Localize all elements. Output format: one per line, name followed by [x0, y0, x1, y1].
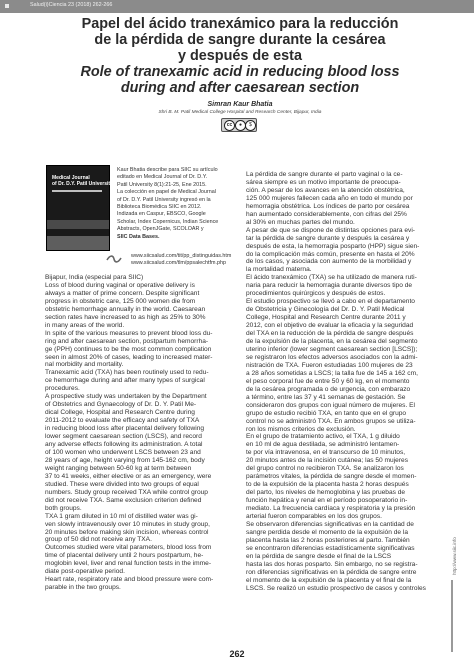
body-line: 125 000 mujeres fallecen cada año en todo el mundo por — [246, 194, 413, 202]
body-line: después de esta, la hemorragia posparto (HPP) sigue sien- — [246, 242, 420, 250]
side-url-link[interactable]: http://www.siic.info — [452, 537, 457, 575]
page-number: 262 — [229, 649, 245, 659]
body-line: han aumentado considerablemente, con cifras del 25% — [246, 210, 407, 218]
journal-cover-image — [46, 165, 113, 251]
body-line: se encontraron diferencias estadísticamente significativas — [246, 544, 415, 552]
note-line: La colección en papel de Medical Journal — [117, 189, 216, 196]
body-line: parable in the two groups. — [45, 584, 121, 592]
note-line: editado en Medical Journal of Dr. D.Y. — [117, 174, 208, 181]
body-line: did not receive TXA. Same exclusion criterion defined — [45, 496, 202, 504]
noncommercial-icon: $ — [245, 120, 256, 131]
body-line: of 100 women who underwent LSCS between 23 and — [45, 448, 201, 456]
body-line: en 10 ml de agua destilada, se administró lentamen- — [246, 441, 400, 449]
body-line: El ácido tranexámico (TXA) se ha utilizado de manera ruti- — [246, 274, 417, 282]
body-line: ge (PPH) continues to be the most common complication — [45, 345, 212, 353]
title-es-line: Papel del ácido tranexámico para la reducción — [81, 16, 399, 32]
body-line: de Obstetricia y Ginecología del Dr. D. Y. Patil Medical — [246, 306, 405, 314]
body-line: sangre perdida desde el momento de la expulsión de la — [246, 528, 409, 536]
body-line: In spite of the various measures to prevent blood loss du- — [45, 329, 213, 337]
body-line: progress in obstetric care, 125 000 women die from — [45, 297, 196, 305]
cover-stripe — [47, 220, 109, 229]
body-line: uterino inferior (lower segment caesarean section [LSCS]); — [246, 345, 418, 353]
body-line: 2011-2012 to evaluate the efficacy and safety of TXA — [45, 417, 200, 425]
note-line: SIIC Data Bases. — [117, 233, 160, 240]
title-spanish — [40, 16, 440, 64]
body-line: ron diferencias significativas en la pérdida de sangre entre — [246, 568, 417, 576]
body-line: Bijapur, India (especial para SIIC) — [45, 274, 144, 281]
article-links — [124, 253, 231, 267]
title-es-line: de la pérdida de sangre durante la cesárea — [94, 32, 386, 48]
body-line: consideraron dos grupos con igual número de mujeres. El — [246, 401, 415, 409]
cc-icon: cc — [224, 120, 235, 131]
body-line: A pesar de que se dispone de distintas opciones para evi- — [246, 226, 415, 234]
body-line: A prospective study was undertaken by the Department — [45, 393, 207, 401]
body-line: section rates have increased to as high as 25% to 30% — [45, 313, 206, 321]
body-line: parámetros vitales, la pérdida de sangre desde el momen- — [246, 473, 417, 481]
article-source-note — [117, 167, 227, 241]
creative-commons-license-icon[interactable] — [221, 118, 257, 132]
author-affiliation: Shri B. M. Patil Medical College Hospital and Research Center, Bijapur, India — [158, 110, 322, 115]
body-line: función hepática y renal en el período posoperatorio in- — [246, 497, 408, 505]
body-line: te por vía intravenosa, en el transcurso de 10 minutos, — [246, 449, 406, 457]
body-line: time of placental delivery until 2 hours postpartum, he- — [45, 552, 204, 560]
body-line: a 28 años sometidas a LSCS; la talla fue de 145 a 162 cm, — [246, 369, 418, 377]
body-line: diate post-operative period. — [45, 568, 125, 576]
attribution-icon: ● — [235, 120, 246, 131]
body-line: 37 to 41 weeks, either elective or as an emergency, were — [45, 472, 212, 480]
body-line: lower segment caesarean section (LSCS), and record — [45, 433, 202, 441]
body-line: naria para reducir la hemorragia durante diversos tipo de — [246, 282, 413, 290]
body-line: 2012, con el objetivo de evaluar la eficacia y la seguridad — [246, 322, 414, 330]
body-line: sárea siempre es un motivo importante de preocupa- — [246, 178, 401, 186]
body-line: do la complicación más común, presente en hasta el 20% — [246, 250, 415, 258]
title-en-line: during and after caesarean section — [120, 80, 360, 96]
body-line: in reducing blood loss after placental delivery following — [45, 425, 205, 433]
note-line: Patil University 8(1):21-25, Ene 2015. — [117, 181, 207, 188]
body-line: of Obstetrics and Gynaecology of Dr. D. Y. Patil Me- — [45, 401, 197, 409]
cover-title-line: Medical Journal — [52, 175, 90, 181]
body-line: to de la expulsión de la placenta hasta 2 horas después — [246, 481, 409, 489]
body-line: del parto, los niveles de hemoglobina y las pruebas de — [246, 489, 406, 497]
body-line: dical College, Hospital and Research Centre during — [45, 409, 195, 417]
body-line: ven slowly intravenously over 10 minutes in study group, — [45, 520, 210, 528]
body-line: de los casos, y asociada con aumento de la morbilidad y — [246, 258, 412, 266]
body-line: studied. These were divided into two groups of equal — [45, 480, 199, 488]
body-line: control no se administró TXA. En ambos grupos se utiliza- — [246, 417, 416, 425]
body-line: la mortalidad materna. — [246, 266, 312, 274]
title-english — [40, 64, 440, 96]
journal-header-bar — [0, 0, 474, 13]
cover-divider — [52, 190, 102, 192]
side-divider — [451, 580, 453, 652]
note-line: Biblioteca Biomédica SIIC en 2012. — [117, 204, 202, 211]
body-line: el momento de la expulsión de la placenta y el final de la — [246, 576, 412, 584]
body-line: always a matter of prime concern. Despite significant — [45, 289, 200, 297]
body-line: placenta hasta las 2 horas posteriores al parto. También — [246, 536, 410, 544]
note-line: of Dr. D.Y. Patil University ingresó en la — [117, 196, 211, 203]
body-line: both groups. — [45, 504, 82, 512]
body-line: Se observaron diferencias significativas en la cantidad de — [246, 520, 414, 528]
body-line: del TXA en la reducción de la pérdida de sangre después — [246, 330, 414, 338]
english-body-text — [45, 274, 230, 592]
body-line: ce hemorrhage during and after many types of surgical — [45, 377, 205, 385]
body-line: ron los mismos criterios de exclusión. — [246, 425, 356, 433]
body-line: hemorragia obstétrica. Los índices de parto por cesárea — [246, 202, 410, 210]
body-line: de la cesárea programada o de urgencia, con embarazo — [246, 385, 411, 393]
body-line: El estudio prospectivo se llevó a cabo en el departamento — [246, 298, 415, 306]
body-line: College, Hospital and Research Centre durante 2011 y — [246, 314, 406, 322]
body-line: Tranexamic acid (TXA) has been routinely used to redu- — [45, 369, 209, 377]
body-line: ción. A pesar de los avances en la atención obstétrica, — [246, 186, 405, 194]
spanish-body-text — [246, 171, 441, 593]
body-line: el peso corporal fue de entre 50 y 60 kg, en el momento — [246, 377, 410, 385]
body-line: 28 years of age, height varying from 145-162 cm, body — [45, 456, 205, 464]
body-line: 20 minutos antes de la incisión cutánea; las 50 mujeres — [246, 457, 409, 465]
cover-title — [52, 175, 113, 187]
body-line: any adverse effects following its administration. A total — [45, 441, 203, 449]
body-line: se registraron los efectos adversos asociados con la admi- — [246, 353, 418, 361]
body-line: grupo de estudio recibió TXA, en tanto que en el grupo — [246, 409, 407, 417]
body-line: weight ranging between 50-60 kg at term between — [45, 464, 192, 472]
cover-title-line: of Dr. D.Y. Patil University — [52, 181, 113, 187]
link-icon — [105, 252, 123, 266]
body-line: procedures. — [45, 385, 80, 393]
note-line: Indizada en Caspur, EBSCO, Google — [117, 211, 206, 218]
body-line: seen in almost 20% of cases, leading to increased mater- — [45, 353, 213, 361]
journal-reference: Salud(i)Ciencia 23 (2018) 262-266 — [30, 2, 113, 8]
body-line: de la expulsión de la placenta, en la cesárea del segmento — [246, 338, 418, 346]
body-line: En el grupo de tratamiento activo, el TXA, 1 g diluido — [246, 433, 400, 441]
body-line: arterial fueron comparables en los dos grupos. — [246, 512, 382, 520]
title-es-line: y después de esta — [178, 48, 302, 64]
body-line: numbers. Study group received TXA while control group — [45, 488, 208, 496]
body-line: al 30% en muchas partes del mundo. — [246, 218, 355, 226]
body-line: obstetric hemorrhage annually in the world. Caesarean — [45, 305, 206, 313]
article-url-link[interactable]: www.siicsalud.com/tlm/ppsalechtfm.php — [131, 260, 226, 266]
body-line: en la pérdida de sangre desde el final de la LSCS — [246, 552, 392, 560]
body-line: in many areas of the world. — [45, 321, 125, 329]
body-line: La pérdida de sangre durante el parto vaginal o la ce- — [246, 171, 403, 178]
body-line: moglobin level, liver and renal function tests in the imme- — [45, 560, 212, 568]
article-url-link[interactable]: www.siicsalud.com/tit/pp_distinguidas.htm — [131, 253, 232, 259]
body-line: a término, entre las 37 y 41 semanas de gestación. Se — [246, 393, 406, 401]
body-line: Outcomes studied were vital parameters, blood loss from — [45, 544, 212, 552]
body-line: del grupo control no recibieron TXA. Se analizaron los — [246, 465, 404, 473]
body-line: nistración de TXA. Fueron estudiadas 100 mujeres de 23 — [246, 361, 413, 369]
body-line: Loss of blood during vaginal or operative delivery is — [45, 281, 195, 289]
body-line: mediato. La frecuencia cardíaca y respiratoria y la presión — [246, 505, 416, 513]
body-line: hasta las dos horas posparto. Sin embargo, no se registra- — [246, 560, 418, 568]
note-line: Kaur Bhatia describe para SIIC su artículo — [117, 167, 218, 173]
title-en-line: Role of tranexamic acid in reducing blood loss — [80, 64, 400, 80]
header-square-icon — [5, 4, 9, 8]
body-line: ring and after caesarean section, postpartum hemorrha- — [45, 337, 209, 345]
note-line: Abstracts, OpenJGate, SCOLOAR y — [117, 226, 204, 233]
body-line: procedimientos quirúrgicos y después de estos. — [246, 290, 386, 298]
body-line: LSCS. Se realizó un estudio prospectivo de casos y controles — [246, 584, 426, 592]
body-line: TXA 1 gram diluted in 10 ml of distilled water was gi- — [45, 512, 198, 520]
body-line: nal morbidity and mortality. — [45, 361, 124, 369]
cover-band — [47, 236, 109, 250]
body-line: tar la pérdida de sangre durante y después la cesárea y — [246, 234, 410, 242]
body-line: Heart rate, respiratory rate and blood pressure were com- — [45, 576, 214, 584]
author-name: Simran Kaur Bhatia — [207, 101, 273, 108]
body-line: 20 minutes before making skin incision, whereas control — [45, 528, 209, 536]
note-line: Scholar, Index Copernicus, Indian Science — [117, 218, 219, 225]
body-line: group of 50 did not receive any TXA. — [45, 536, 152, 544]
